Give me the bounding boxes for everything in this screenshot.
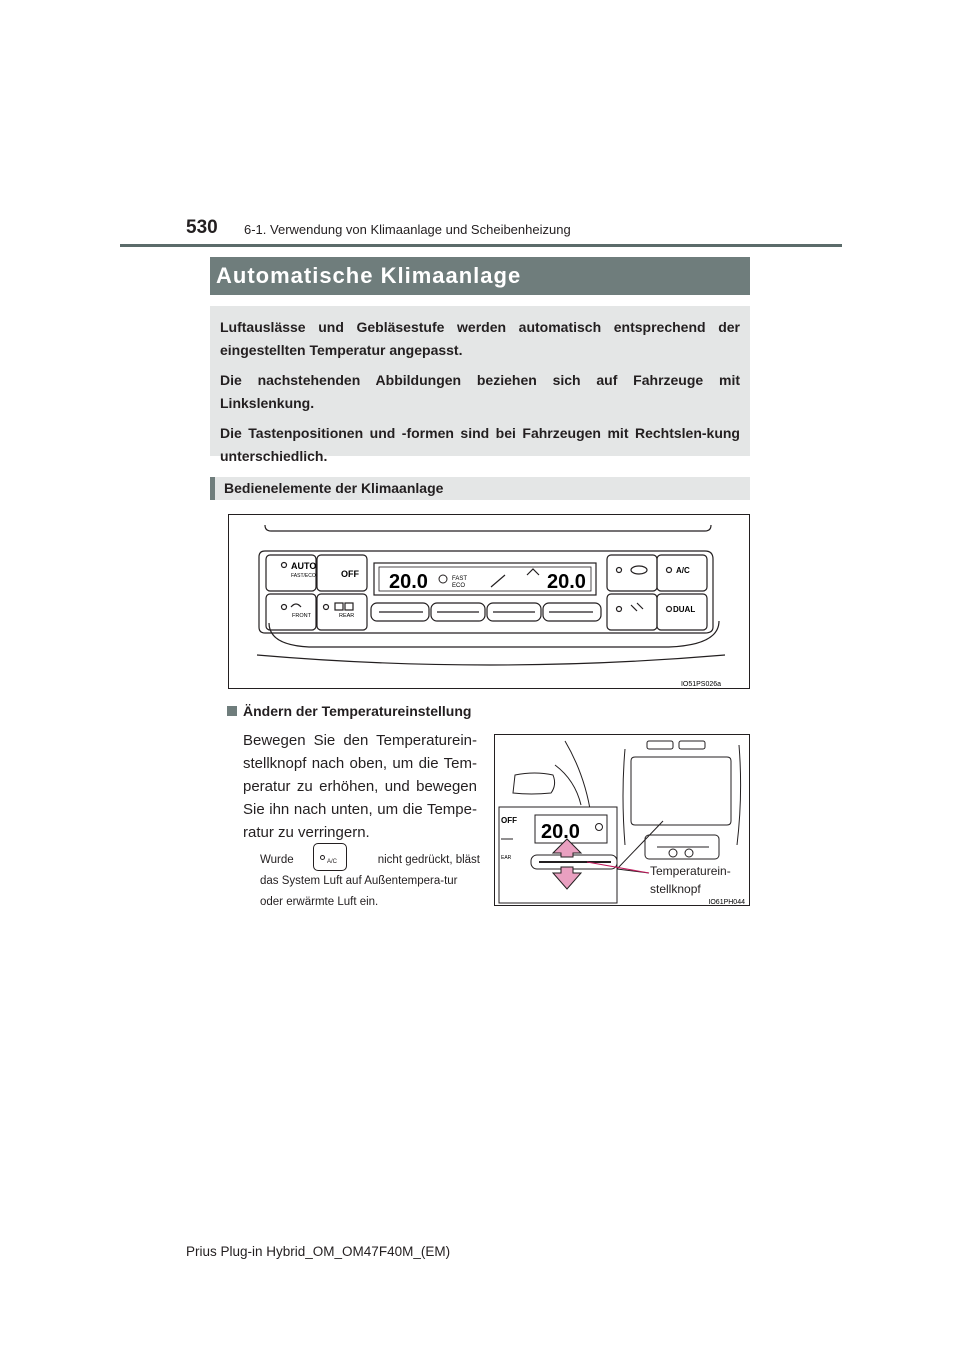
ac-key-icon <box>313 843 347 871</box>
figure-code-bottom: IO61PH044 <box>708 899 745 906</box>
off-button[interactable]: OFF <box>341 569 359 579</box>
front-defog-button[interactable]: FRONT <box>292 613 311 619</box>
figure-code-top: IO51PS026a <box>680 681 722 688</box>
note <box>260 850 480 913</box>
subsection-bar <box>210 477 750 500</box>
intro-paragraph-2: Die nachstehenden Abbildungen beziehen sich auf Fahrzeuge mit Linkslenkung. <box>220 372 740 411</box>
title-bar <box>210 257 750 295</box>
page-title: Automatische Klimaanlage <box>216 263 522 288</box>
temp-right-display: 20.0 <box>547 571 586 593</box>
intro-paragraph-1: Luftauslässe und Gebläsestufe werden automatisch entsprechend der eingestellten Temperatur angepasst. <box>220 319 740 358</box>
intro-box <box>210 306 750 464</box>
auto-button-sublabel: FAST/ECO <box>291 573 316 579</box>
header-rule <box>120 244 842 247</box>
section-heading-text: Ändern der Temperatureinstellung <box>243 703 472 719</box>
rear-defog-button[interactable]: REAR <box>339 613 355 619</box>
page-number: 530 <box>186 217 218 238</box>
control-panel-drawing <box>229 515 751 690</box>
knob-figure-temp-display: 20.0 <box>541 821 580 843</box>
dual-button[interactable]: DUAL <box>673 605 696 614</box>
subsection-title: Bedienelemente der Klimaanlage <box>224 480 444 496</box>
ac-key-label: A/C <box>327 859 338 865</box>
note-rest: das System Luft auf Außentempera-tur oder erwärmte Luft ein. <box>260 875 458 908</box>
temperature-knob-figure <box>494 734 750 906</box>
section-heading <box>227 703 471 719</box>
temp-left-display: 20.0 <box>389 571 428 593</box>
control-panel-figure <box>228 514 750 689</box>
footer: Prius Plug-in Hybrid_OM_OM47F40M_(EM) <box>186 1244 451 1259</box>
callout-line-1: Temperaturein- <box>650 864 731 878</box>
ac-button[interactable]: A/C <box>676 566 690 575</box>
partial-rear-button: EAR <box>501 855 512 861</box>
section-bullet-icon <box>227 706 237 716</box>
section-body: Bewegen Sie den Temperaturein-stellknopf nach oben, um die Tem-peratur zu erhöhen, und bewegen Sie ihn nach unten, um die Tempe-ratur zu verringern. <box>243 732 477 841</box>
note-word-2: nicht gedrückt, bläst <box>377 854 480 866</box>
note-word-1: Wurde <box>260 854 294 866</box>
auto-button[interactable]: AUTO <box>291 561 317 571</box>
running-head: 6-1. Verwendung von Klimaanlage und Scheibenheizung <box>244 222 571 237</box>
fast-label: FAST <box>452 576 468 582</box>
fan-icon <box>439 575 447 583</box>
intro-paragraph-3: Die Tastenpositionen und -formen sind bei Fahrzeugen mit Rechtslen-kung unterschiedlich. <box>220 425 740 464</box>
callout-line-2: stellknopf <box>650 882 701 896</box>
temperature-knob-callout <box>650 862 731 898</box>
partial-off-button: OFF <box>501 816 517 825</box>
eco-label: ECO <box>452 583 466 589</box>
